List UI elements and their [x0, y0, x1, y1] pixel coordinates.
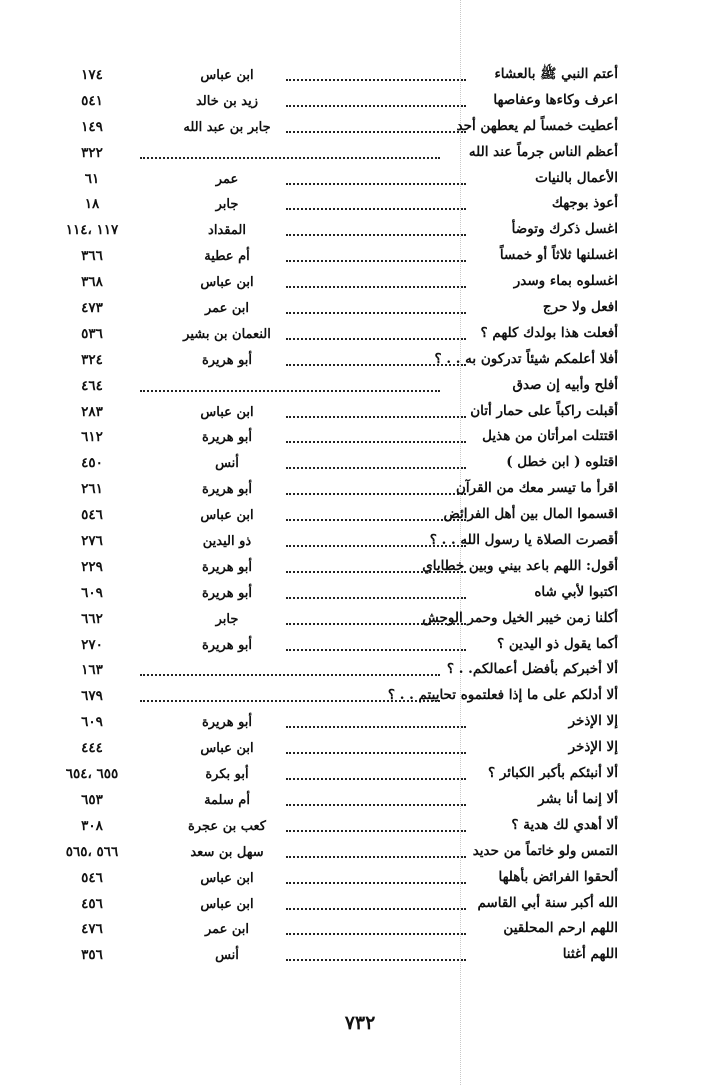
- hadith-phrase: ألا أخبركم بأفضل أعمالكم. . ؟: [446, 661, 618, 678]
- hadith-phrase: اقتتلت امرأتان من هذيل: [482, 428, 618, 445]
- index-entry: [0, 813, 716, 839]
- page-reference: ٣٢٤: [81, 351, 103, 368]
- page-reference: ٣٠٨: [81, 817, 103, 834]
- narrator-name: أبو هريرة: [201, 585, 253, 601]
- hadith-phrase: الله أكبر سنة أبي القاسم: [477, 894, 618, 911]
- index-entry: [0, 88, 716, 114]
- hadith-phrase: اقسموا المال بين أهل الفرائض: [443, 506, 618, 523]
- dot-leader: [286, 726, 466, 728]
- dot-leader: [286, 208, 466, 210]
- dot-leader: [286, 493, 466, 495]
- index-entry: [0, 735, 716, 761]
- index-entry: [0, 528, 716, 554]
- narrator-name: أبو بكرة: [205, 767, 249, 783]
- dot-leader: [286, 79, 466, 81]
- index-entry: [0, 424, 716, 450]
- index-entry: [0, 450, 716, 476]
- narrator-name: ابن عباس: [200, 68, 254, 83]
- hadith-phrase: أفعلت هذا بولدك كلهم ؟: [480, 324, 618, 341]
- hadith-phrase: اللهم أغثنا: [562, 946, 618, 963]
- index-entry: [0, 839, 716, 865]
- dot-leader: [286, 467, 466, 469]
- index-entry: [0, 683, 716, 709]
- page-reference: ٤٥٠: [81, 455, 103, 472]
- hadith-phrase: ألحقوا الفرائض بأهلها: [498, 868, 618, 885]
- dot-leader: [286, 933, 466, 935]
- hadith-phrase: أعطيت خمساً لم يعطهن أحد: [456, 117, 618, 134]
- dot-leader: [286, 752, 466, 754]
- page-reference: ١١٧ ،١١٤: [65, 222, 119, 239]
- dot-leader: [286, 338, 466, 340]
- page-reference: ٤٤٤: [81, 740, 103, 757]
- narrator-name: أبو هريرة: [201, 482, 253, 498]
- page-reference: ٢٦١: [81, 481, 103, 498]
- page-reference: ٦٧٩: [81, 688, 103, 705]
- page-reference: ٤٥٦: [81, 895, 103, 912]
- narrator-name: أبو هريرة: [201, 559, 253, 575]
- dot-leader: [286, 908, 466, 910]
- page-reference: ٦٠٩: [81, 584, 103, 601]
- narrator-name: كعب بن عجرة: [188, 818, 266, 834]
- hadith-phrase: اقرأ ما تيسر معك من القرآن: [455, 480, 618, 497]
- index-entry: [0, 865, 716, 891]
- index-entry: [0, 347, 716, 373]
- index-entry: [0, 891, 716, 917]
- hadith-phrase: اللهم ارحم المحلقين: [503, 920, 618, 937]
- hadith-phrase: ألا أدلكم على ما إذا فعلتموه تحاببتم . . ؟: [387, 687, 618, 704]
- hadith-phrase: ألا أنبئكم بأكبر الكبائر ؟: [487, 765, 618, 782]
- index-entry: [0, 243, 716, 269]
- index-entry: [0, 166, 716, 192]
- hadith-phrase: أقول: اللهم باعد بيني وبين خطاياي: [422, 557, 618, 574]
- narrator-name: جابر: [215, 197, 239, 213]
- narrator-name: أم عطية: [204, 249, 250, 265]
- dot-leader: [140, 674, 440, 676]
- index-entry: [0, 657, 716, 683]
- narrator-name: ابن عباس: [200, 896, 254, 912]
- index-entry: [0, 140, 716, 166]
- page-reference: ١٧٤: [81, 67, 103, 83]
- dot-leader: [286, 131, 466, 133]
- narrator-name: جابر بن عبد الله: [183, 119, 271, 135]
- dot-leader: [140, 390, 440, 392]
- dot-leader: [286, 830, 466, 832]
- narrator-name: النعمان بن بشير: [183, 326, 271, 342]
- index-entry: [0, 191, 716, 217]
- hadith-phrase: اغسل ذكرك وتوضأ: [511, 221, 618, 238]
- narrator-name: ذو اليدين: [202, 534, 252, 550]
- hadith-phrase: أفلا أعلمكم شيئاً تدركون به . . ؟: [434, 350, 618, 367]
- page-reference: ٦٠٩: [81, 714, 103, 731]
- index-entry: [0, 217, 716, 243]
- hadith-phrase: أقصرت الصلاة يا رسول الله . . ؟: [429, 532, 618, 549]
- hadith-phrase: أفلح وأبيه إن صدق: [512, 376, 618, 393]
- narrator-name: ابن عمر: [204, 922, 250, 938]
- index-entry: [0, 580, 716, 606]
- index-entry: [0, 269, 716, 295]
- page-reference: ٤٦٤: [81, 377, 103, 394]
- dot-leader: [286, 286, 466, 288]
- hadith-phrase: أعظم الناس جرماً عند الله: [468, 143, 618, 160]
- page-reference: ٥٤١: [81, 92, 103, 109]
- dot-leader: [286, 597, 466, 599]
- page-reference: ١٨: [84, 196, 100, 213]
- index-entry: [0, 295, 716, 321]
- page-reference: ٢٨٣: [81, 403, 103, 420]
- page-reference: ٣٥٦: [81, 947, 103, 964]
- narrator-name: ابن عباس: [200, 404, 254, 420]
- narrator-name: ابن عباس: [200, 275, 254, 291]
- page-reference: ٣٦٨: [81, 274, 103, 291]
- hadith-index-list: [0, 62, 716, 968]
- page-reference: ٤٧٦: [81, 921, 103, 938]
- page-reference: ٥٤٦: [81, 869, 103, 886]
- index-entry: [0, 942, 716, 968]
- narrator-name: سهل بن سعد: [190, 844, 264, 860]
- index-entry: [0, 761, 716, 787]
- dot-leader: [286, 804, 466, 806]
- dot-leader: [286, 856, 466, 858]
- index-entry: [0, 502, 716, 528]
- page-reference: ١٤٩: [81, 118, 103, 135]
- index-entry: [0, 709, 716, 735]
- dot-leader: [286, 234, 466, 236]
- page-reference: ٦١: [84, 170, 100, 187]
- page-number: ٧٣٢: [344, 1012, 376, 1034]
- index-entry: [0, 476, 716, 502]
- hadith-phrase: أكلنا زمن خيبر الخيل وحمر الوحش: [422, 609, 618, 626]
- narrator-name: أبو هريرة: [201, 715, 253, 731]
- dot-leader: [286, 882, 466, 884]
- index-entry: [0, 399, 716, 425]
- dot-leader: [140, 157, 440, 159]
- narrator-name: أبو هريرة: [201, 637, 253, 653]
- narrator-name: عمر: [215, 171, 239, 187]
- hadith-phrase: إلا الإذخر: [568, 739, 618, 756]
- dot-leader: [286, 441, 466, 443]
- hadith-phrase: اغسلنها ثلاثاً أو خمساً: [499, 247, 618, 264]
- index-entry: [0, 916, 716, 942]
- dot-leader: [286, 260, 466, 262]
- hadith-phrase: اعرف وكاءها وعفاصها: [493, 91, 618, 108]
- narrator-name: أنس: [215, 456, 239, 472]
- narrator-name: جابر: [215, 611, 239, 627]
- hadith-phrase: الأعمال بالنيات: [535, 169, 618, 186]
- dot-leader: [286, 416, 466, 418]
- page-reference: ٢٧٦: [81, 533, 103, 550]
- index-entry: [0, 114, 716, 140]
- page-reference: ٢٧٠: [81, 636, 103, 653]
- page-reference: ٥٦٦ ،٥٦٥: [65, 843, 119, 860]
- index-entry: [0, 321, 716, 347]
- narrator-name: ابن عباس: [200, 508, 254, 524]
- hadith-phrase: اكتبوا لأبي شاه: [534, 583, 618, 600]
- index-entry: [0, 787, 716, 813]
- page-reference: ٦٦٢: [81, 610, 103, 627]
- hadith-phrase: اقتلوه ( ابن خطل ): [506, 454, 618, 471]
- hadith-phrase: أعوذ بوجهك: [551, 195, 618, 212]
- hadith-phrase: أقبلت راكباً على حمار أتان: [470, 402, 618, 419]
- narrator-name: ابن عباس: [200, 741, 254, 757]
- hadith-phrase: افعل ولا حرج: [542, 299, 618, 316]
- index-entry: [0, 62, 716, 88]
- hadith-phrase: إلا الإذخر: [568, 713, 618, 730]
- page-reference: ٦٥٣: [81, 791, 103, 808]
- page-reference: ٣٦٦: [81, 248, 103, 265]
- page-reference: ١٦٣: [81, 662, 103, 679]
- hadith-phrase: أعتم النبي ﷺ بالعشاء: [494, 66, 618, 82]
- narrator-name: أنس: [215, 948, 239, 964]
- dot-leader: [286, 312, 466, 314]
- dot-leader: [286, 959, 466, 961]
- page-reference: ٣٢٢: [81, 144, 103, 161]
- page-reference: ٥٣٦: [81, 325, 103, 342]
- narrator-name: ابن عمر: [204, 301, 250, 317]
- index-entry: [0, 606, 716, 632]
- page-reference: ٦١٢: [81, 429, 103, 446]
- narrator-name: زيد بن خالد: [195, 93, 259, 109]
- dot-leader: [286, 649, 466, 651]
- index-entry: [0, 632, 716, 658]
- index-entry: [0, 373, 716, 399]
- hadith-phrase: التمس ولو خاتماً من حديد: [472, 842, 618, 859]
- dot-leader: [286, 183, 466, 185]
- index-entry: [0, 554, 716, 580]
- dot-leader: [286, 519, 466, 521]
- page-reference: ٥٤٦: [81, 507, 103, 524]
- narrator-name: المقداد: [208, 223, 246, 239]
- narrator-name: أبو هريرة: [201, 430, 253, 446]
- narrator-name: أم سلمة: [204, 792, 250, 808]
- page-reference: ٦٥٥ ،٦٥٤: [65, 766, 119, 783]
- hadith-phrase: ألا إنما أنا بشر: [538, 790, 618, 807]
- hadith-phrase: أكما يقول ذو اليدين ؟: [496, 635, 618, 652]
- narrator-name: أبو هريرة: [201, 352, 253, 368]
- hadith-phrase: اغسلوه بماء وسدر: [513, 273, 618, 290]
- dot-leader: [286, 778, 466, 780]
- dot-leader: [286, 105, 466, 107]
- narrator-name: ابن عباس: [200, 870, 254, 886]
- page-reference: ٤٧٣: [81, 300, 103, 317]
- page-reference: ٢٢٩: [81, 558, 103, 575]
- hadith-phrase: ألا أهدي لك هدية ؟: [511, 816, 618, 833]
